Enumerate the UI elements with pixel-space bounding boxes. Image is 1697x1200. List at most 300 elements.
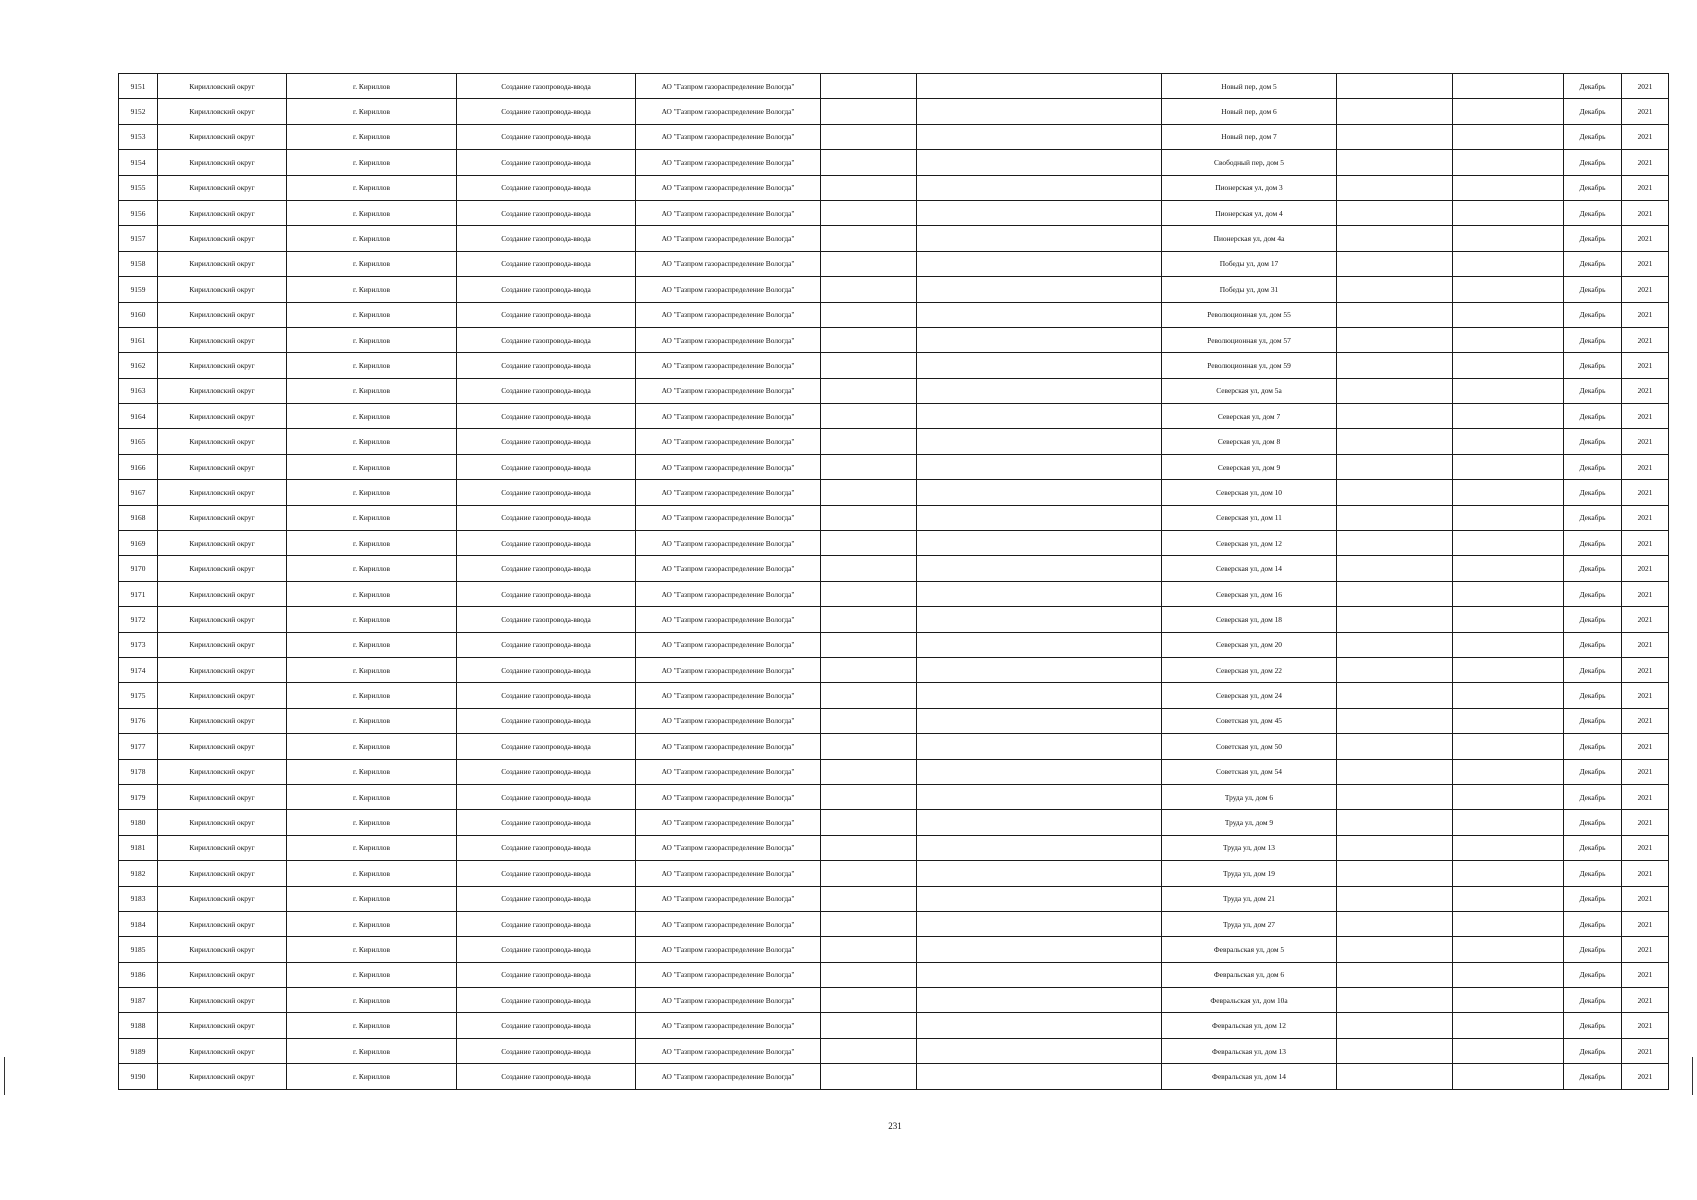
- company-cell: АО "Газпром газораспределение Вологда": [636, 556, 821, 581]
- table-row: [119, 1013, 1669, 1038]
- empty-cell: [1337, 302, 1453, 327]
- table-row: [119, 835, 1669, 860]
- district-cell: Кирилловский округ: [158, 657, 287, 682]
- row-number: 9171: [119, 581, 158, 606]
- empty-cell: [821, 581, 917, 606]
- empty-cell: [917, 480, 1162, 505]
- empty-cell: [1453, 861, 1564, 886]
- work-type-cell: Создание газопровода-ввода: [457, 556, 636, 581]
- work-type-cell: Создание газопровода-ввода: [457, 404, 636, 429]
- empty-cell: [1337, 581, 1453, 606]
- company-cell: АО "Газпром газораспределение Вологда": [636, 404, 821, 429]
- year-cell: 2021: [1622, 861, 1669, 886]
- empty-cell: [1337, 531, 1453, 556]
- empty-cell: [1337, 810, 1453, 835]
- locality-cell: г. Кириллов: [287, 429, 457, 454]
- locality-cell: г. Кириллов: [287, 683, 457, 708]
- locality-cell: г. Кириллов: [287, 74, 457, 99]
- year-cell: 2021: [1622, 784, 1669, 809]
- district-cell: Кирилловский округ: [158, 683, 287, 708]
- row-number: 9183: [119, 886, 158, 911]
- empty-cell: [1453, 175, 1564, 200]
- empty-cell: [1453, 962, 1564, 987]
- work-type-cell: Создание газопровода-ввода: [457, 277, 636, 302]
- address-cell: Пионерская ул, дом 3: [1162, 175, 1337, 200]
- empty-cell: [917, 683, 1162, 708]
- company-cell: АО "Газпром газораспределение Вологда": [636, 632, 821, 657]
- row-number: 9153: [119, 124, 158, 149]
- month-cell: Декабрь: [1564, 581, 1622, 606]
- empty-cell: [1337, 632, 1453, 657]
- month-cell: Декабрь: [1564, 124, 1622, 149]
- month-cell: Декабрь: [1564, 683, 1622, 708]
- locality-cell: г. Кириллов: [287, 835, 457, 860]
- empty-cell: [1337, 505, 1453, 530]
- work-type-cell: Создание газопровода-ввода: [457, 911, 636, 936]
- empty-cell: [821, 835, 917, 860]
- empty-cell: [1337, 277, 1453, 302]
- empty-cell: [1453, 835, 1564, 860]
- empty-cell: [1453, 378, 1564, 403]
- empty-cell: [917, 353, 1162, 378]
- table-row: [119, 353, 1669, 378]
- empty-cell: [1337, 1038, 1453, 1063]
- row-number: 9168: [119, 505, 158, 530]
- row-number: 9175: [119, 683, 158, 708]
- empty-cell: [1453, 784, 1564, 809]
- table-row: [119, 74, 1669, 99]
- empty-cell: [821, 1038, 917, 1063]
- row-number: 9163: [119, 378, 158, 403]
- address-cell: Труда ул, дом 19: [1162, 861, 1337, 886]
- month-cell: Декабрь: [1564, 378, 1622, 403]
- empty-cell: [1453, 404, 1564, 429]
- district-cell: Кирилловский округ: [158, 1013, 287, 1038]
- empty-cell: [821, 632, 917, 657]
- empty-cell: [1337, 607, 1453, 632]
- empty-cell: [1453, 734, 1564, 759]
- work-type-cell: Создание газопровода-ввода: [457, 150, 636, 175]
- empty-cell: [1337, 150, 1453, 175]
- locality-cell: г. Кириллов: [287, 962, 457, 987]
- address-cell: Революционная ул, дом 57: [1162, 327, 1337, 352]
- empty-cell: [821, 251, 917, 276]
- year-cell: 2021: [1622, 683, 1669, 708]
- table-row: [119, 962, 1669, 987]
- locality-cell: г. Кириллов: [287, 759, 457, 784]
- row-number: 9155: [119, 175, 158, 200]
- company-cell: АО "Газпром газораспределение Вологда": [636, 937, 821, 962]
- row-number: 9167: [119, 480, 158, 505]
- empty-cell: [821, 810, 917, 835]
- empty-cell: [917, 505, 1162, 530]
- work-type-cell: Создание газопровода-ввода: [457, 734, 636, 759]
- district-cell: Кирилловский округ: [158, 124, 287, 149]
- year-cell: 2021: [1622, 150, 1669, 175]
- table-row: [119, 531, 1669, 556]
- month-cell: Декабрь: [1564, 835, 1622, 860]
- empty-cell: [821, 404, 917, 429]
- row-number: 9185: [119, 937, 158, 962]
- table-row: [119, 886, 1669, 911]
- address-cell: Советская ул, дом 45: [1162, 708, 1337, 733]
- locality-cell: г. Кириллов: [287, 404, 457, 429]
- empty-cell: [1453, 581, 1564, 606]
- empty-cell: [821, 531, 917, 556]
- month-cell: Декабрь: [1564, 962, 1622, 987]
- row-number: 9182: [119, 861, 158, 886]
- row-number: 9157: [119, 226, 158, 251]
- locality-cell: г. Кириллов: [287, 657, 457, 682]
- address-cell: Северская ул, дом 22: [1162, 657, 1337, 682]
- table-row: [119, 404, 1669, 429]
- empty-cell: [1337, 937, 1453, 962]
- empty-cell: [821, 327, 917, 352]
- month-cell: Декабрь: [1564, 175, 1622, 200]
- empty-cell: [917, 911, 1162, 936]
- empty-cell: [1453, 886, 1564, 911]
- company-cell: АО "Газпром газораспределение Вологда": [636, 99, 821, 124]
- work-type-cell: Создание газопровода-ввода: [457, 683, 636, 708]
- year-cell: 2021: [1622, 505, 1669, 530]
- row-number: 9174: [119, 657, 158, 682]
- month-cell: Декабрь: [1564, 810, 1622, 835]
- locality-cell: г. Кириллов: [287, 886, 457, 911]
- table-row: [119, 124, 1669, 149]
- data-table: [118, 73, 1669, 1090]
- empty-cell: [1337, 327, 1453, 352]
- work-type-cell: Создание газопровода-ввода: [457, 708, 636, 733]
- district-cell: Кирилловский округ: [158, 607, 287, 632]
- empty-cell: [821, 911, 917, 936]
- work-type-cell: Создание газопровода-ввода: [457, 861, 636, 886]
- empty-cell: [1337, 429, 1453, 454]
- address-cell: Февральская ул, дом 13: [1162, 1038, 1337, 1063]
- row-number: 9172: [119, 607, 158, 632]
- year-cell: 2021: [1622, 277, 1669, 302]
- empty-cell: [1337, 759, 1453, 784]
- empty-cell: [1337, 1013, 1453, 1038]
- locality-cell: г. Кириллов: [287, 150, 457, 175]
- month-cell: Декабрь: [1564, 505, 1622, 530]
- empty-cell: [821, 200, 917, 225]
- empty-cell: [1453, 683, 1564, 708]
- district-cell: Кирилловский округ: [158, 784, 287, 809]
- district-cell: Кирилловский округ: [158, 886, 287, 911]
- empty-cell: [821, 861, 917, 886]
- table-row: [119, 175, 1669, 200]
- empty-cell: [1453, 480, 1564, 505]
- row-number: 9189: [119, 1038, 158, 1063]
- empty-cell: [821, 1064, 917, 1089]
- district-cell: Кирилловский округ: [158, 200, 287, 225]
- company-cell: АО "Газпром газораспределение Вологда": [636, 1038, 821, 1063]
- district-cell: Кирилловский округ: [158, 1064, 287, 1089]
- address-cell: Февральская ул, дом 14: [1162, 1064, 1337, 1089]
- company-cell: АО "Газпром газораспределение Вологда": [636, 835, 821, 860]
- table-row: [119, 327, 1669, 352]
- empty-cell: [821, 962, 917, 987]
- company-cell: АО "Газпром газораспределение Вологда": [636, 124, 821, 149]
- empty-cell: [1453, 810, 1564, 835]
- month-cell: Декабрь: [1564, 404, 1622, 429]
- empty-cell: [1453, 759, 1564, 784]
- empty-cell: [917, 581, 1162, 606]
- empty-cell: [1337, 200, 1453, 225]
- year-cell: 2021: [1622, 988, 1669, 1013]
- company-cell: АО "Газпром газораспределение Вологда": [636, 200, 821, 225]
- locality-cell: г. Кириллов: [287, 251, 457, 276]
- year-cell: 2021: [1622, 962, 1669, 987]
- district-cell: Кирилловский округ: [158, 505, 287, 530]
- company-cell: АО "Газпром газораспределение Вологда": [636, 734, 821, 759]
- empty-cell: [1453, 657, 1564, 682]
- company-cell: АО "Газпром газораспределение Вологда": [636, 581, 821, 606]
- row-number: 9173: [119, 632, 158, 657]
- row-number: 9152: [119, 99, 158, 124]
- empty-cell: [1453, 226, 1564, 251]
- address-cell: Труда ул, дом 27: [1162, 911, 1337, 936]
- company-cell: АО "Газпром газораспределение Вологда": [636, 886, 821, 911]
- company-cell: АО "Газпром газораспределение Вологда": [636, 454, 821, 479]
- year-cell: 2021: [1622, 175, 1669, 200]
- row-number: 9154: [119, 150, 158, 175]
- locality-cell: г. Кириллов: [287, 226, 457, 251]
- locality-cell: г. Кириллов: [287, 175, 457, 200]
- empty-cell: [821, 429, 917, 454]
- locality-cell: г. Кириллов: [287, 911, 457, 936]
- empty-cell: [917, 1064, 1162, 1089]
- empty-cell: [821, 505, 917, 530]
- month-cell: Декабрь: [1564, 150, 1622, 175]
- company-cell: АО "Газпром газораспределение Вологда": [636, 505, 821, 530]
- work-type-cell: Создание газопровода-ввода: [457, 784, 636, 809]
- district-cell: Кирилловский округ: [158, 734, 287, 759]
- table-row: [119, 1064, 1669, 1089]
- row-number: 9184: [119, 911, 158, 936]
- table-row: [119, 861, 1669, 886]
- address-cell: Революционная ул, дом 59: [1162, 353, 1337, 378]
- work-type-cell: Создание газопровода-ввода: [457, 886, 636, 911]
- month-cell: Декабрь: [1564, 911, 1622, 936]
- year-cell: 2021: [1622, 327, 1669, 352]
- empty-cell: [917, 429, 1162, 454]
- locality-cell: г. Кириллов: [287, 1013, 457, 1038]
- district-cell: Кирилловский округ: [158, 302, 287, 327]
- work-type-cell: Создание газопровода-ввода: [457, 505, 636, 530]
- district-cell: Кирилловский округ: [158, 988, 287, 1013]
- empty-cell: [1453, 607, 1564, 632]
- empty-cell: [1453, 200, 1564, 225]
- address-cell: Северская ул, дом 12: [1162, 531, 1337, 556]
- month-cell: Декабрь: [1564, 607, 1622, 632]
- month-cell: Декабрь: [1564, 861, 1622, 886]
- company-cell: АО "Газпром газораспределение Вологда": [636, 708, 821, 733]
- year-cell: 2021: [1622, 429, 1669, 454]
- table-row: [119, 988, 1669, 1013]
- empty-cell: [917, 810, 1162, 835]
- empty-cell: [1337, 251, 1453, 276]
- table-row: [119, 454, 1669, 479]
- work-type-cell: Создание газопровода-ввода: [457, 937, 636, 962]
- month-cell: Декабрь: [1564, 226, 1622, 251]
- year-cell: 2021: [1622, 124, 1669, 149]
- empty-cell: [1337, 556, 1453, 581]
- address-cell: Февральская ул, дом 10а: [1162, 988, 1337, 1013]
- district-cell: Кирилловский округ: [158, 74, 287, 99]
- table-row: [119, 607, 1669, 632]
- month-cell: Декабрь: [1564, 1013, 1622, 1038]
- address-cell: Новый пер, дом 6: [1162, 99, 1337, 124]
- empty-cell: [917, 988, 1162, 1013]
- empty-cell: [917, 378, 1162, 403]
- year-cell: 2021: [1622, 886, 1669, 911]
- year-cell: 2021: [1622, 1013, 1669, 1038]
- address-cell: Февральская ул, дом 12: [1162, 1013, 1337, 1038]
- district-cell: Кирилловский округ: [158, 353, 287, 378]
- work-type-cell: Создание газопровода-ввода: [457, 531, 636, 556]
- locality-cell: г. Кириллов: [287, 810, 457, 835]
- empty-cell: [821, 556, 917, 581]
- company-cell: АО "Газпром газораспределение Вологда": [636, 531, 821, 556]
- district-cell: Кирилловский округ: [158, 378, 287, 403]
- work-type-cell: Создание газопровода-ввода: [457, 251, 636, 276]
- empty-cell: [1453, 911, 1564, 936]
- table-row: [119, 759, 1669, 784]
- empty-cell: [1453, 124, 1564, 149]
- address-cell: Революционная ул, дом 55: [1162, 302, 1337, 327]
- address-cell: Новый пер, дом 5: [1162, 74, 1337, 99]
- empty-cell: [1337, 962, 1453, 987]
- work-type-cell: Создание газопровода-ввода: [457, 429, 636, 454]
- row-number: 9176: [119, 708, 158, 733]
- year-cell: 2021: [1622, 911, 1669, 936]
- empty-cell: [1453, 937, 1564, 962]
- company-cell: АО "Газпром газораспределение Вологда": [636, 429, 821, 454]
- address-cell: Февральская ул, дом 5: [1162, 937, 1337, 962]
- work-type-cell: Создание газопровода-ввода: [457, 1038, 636, 1063]
- locality-cell: г. Кириллов: [287, 480, 457, 505]
- address-cell: Северская ул, дом 10: [1162, 480, 1337, 505]
- table-row: [119, 505, 1669, 530]
- empty-cell: [1453, 150, 1564, 175]
- address-cell: Труда ул, дом 9: [1162, 810, 1337, 835]
- empty-cell: [821, 353, 917, 378]
- empty-cell: [821, 99, 917, 124]
- year-cell: 2021: [1622, 531, 1669, 556]
- empty-cell: [821, 378, 917, 403]
- locality-cell: г. Кириллов: [287, 988, 457, 1013]
- address-cell: Новый пер, дом 7: [1162, 124, 1337, 149]
- year-cell: 2021: [1622, 1038, 1669, 1063]
- row-number: 9169: [119, 531, 158, 556]
- empty-cell: [917, 327, 1162, 352]
- table-row: [119, 556, 1669, 581]
- empty-cell: [917, 962, 1162, 987]
- address-cell: Северская ул, дом 18: [1162, 607, 1337, 632]
- table-row: [119, 810, 1669, 835]
- address-cell: Северская ул, дом 20: [1162, 632, 1337, 657]
- year-cell: 2021: [1622, 835, 1669, 860]
- row-number: 9158: [119, 251, 158, 276]
- year-cell: 2021: [1622, 251, 1669, 276]
- right-edge-mark: [1692, 1057, 1693, 1095]
- empty-cell: [1453, 1064, 1564, 1089]
- month-cell: Декабрь: [1564, 327, 1622, 352]
- address-cell: Свободный пер, дом 5: [1162, 150, 1337, 175]
- empty-cell: [1337, 861, 1453, 886]
- month-cell: Декабрь: [1564, 1038, 1622, 1063]
- company-cell: АО "Газпром газораспределение Вологда": [636, 607, 821, 632]
- year-cell: 2021: [1622, 581, 1669, 606]
- empty-cell: [1453, 1038, 1564, 1063]
- empty-cell: [917, 886, 1162, 911]
- month-cell: Декабрь: [1564, 556, 1622, 581]
- locality-cell: г. Кириллов: [287, 607, 457, 632]
- district-cell: Кирилловский округ: [158, 937, 287, 962]
- work-type-cell: Создание газопровода-ввода: [457, 353, 636, 378]
- district-cell: Кирилловский округ: [158, 480, 287, 505]
- empty-cell: [917, 1013, 1162, 1038]
- year-cell: 2021: [1622, 74, 1669, 99]
- work-type-cell: Создание газопровода-ввода: [457, 962, 636, 987]
- empty-cell: [821, 886, 917, 911]
- empty-cell: [917, 150, 1162, 175]
- address-cell: Северская ул, дом 9: [1162, 454, 1337, 479]
- empty-cell: [1453, 531, 1564, 556]
- table-row: [119, 734, 1669, 759]
- row-number: 9181: [119, 835, 158, 860]
- district-cell: Кирилловский округ: [158, 581, 287, 606]
- district-cell: Кирилловский округ: [158, 861, 287, 886]
- table-row: [119, 99, 1669, 124]
- work-type-cell: Создание газопровода-ввода: [457, 480, 636, 505]
- district-cell: Кирилловский округ: [158, 531, 287, 556]
- empty-cell: [821, 708, 917, 733]
- address-cell: Февральская ул, дом 6: [1162, 962, 1337, 987]
- company-cell: АО "Газпром газораспределение Вологда": [636, 378, 821, 403]
- year-cell: 2021: [1622, 454, 1669, 479]
- month-cell: Декабрь: [1564, 480, 1622, 505]
- empty-cell: [821, 226, 917, 251]
- month-cell: Декабрь: [1564, 937, 1622, 962]
- empty-cell: [1337, 708, 1453, 733]
- empty-cell: [917, 124, 1162, 149]
- district-cell: Кирилловский округ: [158, 810, 287, 835]
- month-cell: Декабрь: [1564, 734, 1622, 759]
- empty-cell: [1337, 404, 1453, 429]
- empty-cell: [1453, 251, 1564, 276]
- empty-cell: [917, 531, 1162, 556]
- district-cell: Кирилловский округ: [158, 226, 287, 251]
- empty-cell: [821, 302, 917, 327]
- address-cell: Северская ул, дом 16: [1162, 581, 1337, 606]
- year-cell: 2021: [1622, 302, 1669, 327]
- month-cell: Декабрь: [1564, 1064, 1622, 1089]
- locality-cell: г. Кириллов: [287, 124, 457, 149]
- empty-cell: [821, 175, 917, 200]
- company-cell: АО "Газпром газораспределение Вологда": [636, 962, 821, 987]
- row-number: 9162: [119, 353, 158, 378]
- district-cell: Кирилловский округ: [158, 454, 287, 479]
- locality-cell: г. Кириллов: [287, 861, 457, 886]
- empty-cell: [1337, 226, 1453, 251]
- empty-cell: [1453, 505, 1564, 530]
- locality-cell: г. Кириллов: [287, 505, 457, 530]
- row-number: 9156: [119, 200, 158, 225]
- empty-cell: [917, 404, 1162, 429]
- row-number: 9164: [119, 404, 158, 429]
